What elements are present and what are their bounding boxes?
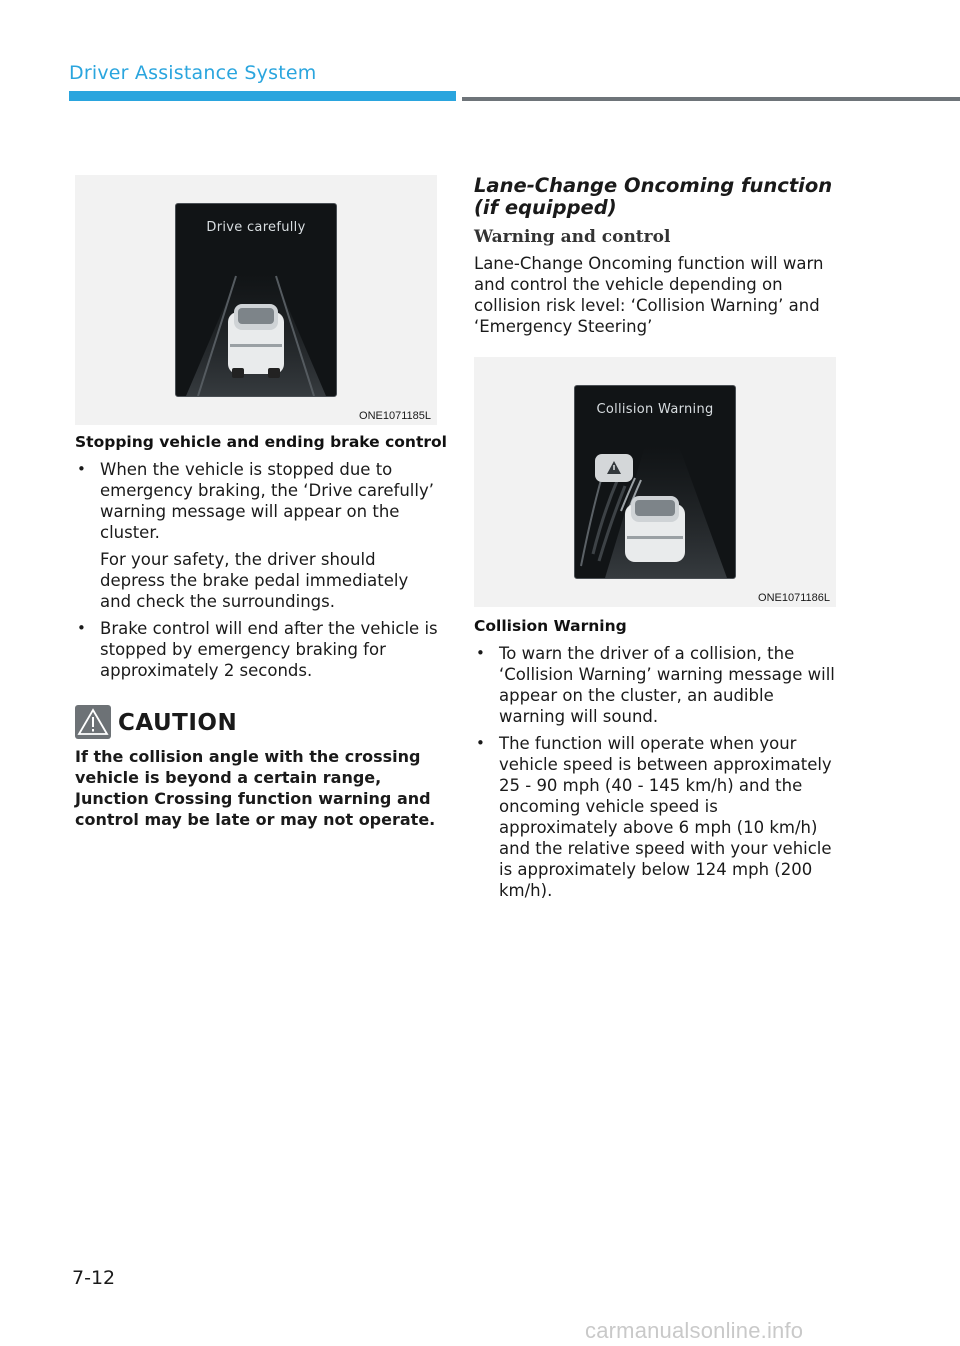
section-title: Lane-Change Oncoming function (if equipped)	[474, 174, 833, 219]
figure-code: ONE1071185L	[359, 410, 431, 422]
cluster-screen	[175, 203, 337, 397]
caution-icon	[75, 705, 111, 739]
list-item: • To warn the driver of a collision, the ‘Collision Warning’ warning message will appear on the cluster, an audible warning will sound.	[474, 643, 836, 727]
subhead-collision-warning: Collision Warning	[474, 617, 627, 635]
cluster-screen	[574, 385, 736, 579]
car-rear-icon	[575, 386, 735, 578]
list-item-continuation: For your safety, the driver should depress the brake pedal immediately and check the surroundings.	[100, 550, 409, 611]
caution-text: If the collision angle with the crossing vehicle is beyond a certain range, Junction Crossing function warning and control may be late or may not operate.	[75, 747, 436, 829]
section-subtitle: Warning and control	[474, 227, 671, 247]
list-item: • When the vehicle is stopped due to emergency braking, the ‘Drive carefully’ warning message will appear on the cluster. For your safety, the driver should depress the brake pedal immediately and check the surroundings.	[75, 459, 443, 612]
header-accent-bar	[69, 91, 456, 101]
watermark: carmanualsonline.info	[585, 1318, 804, 1343]
page-number: 7-12	[72, 1267, 116, 1289]
bullet-list-right	[474, 643, 836, 907]
intro-paragraph: Lane-Change Oncoming function will warn and control the vehicle depending on collision risk level: ‘Collision Warning’ and ‘Emergency Steering’	[474, 254, 824, 336]
list-item: • Brake control will end after the vehicle is stopped by emergency braking for approximately 2 seconds.	[75, 618, 443, 681]
header-rule	[462, 97, 960, 101]
figure-collision-warning	[474, 357, 836, 607]
cluster-message: Collision Warning	[596, 402, 714, 417]
running-header: Driver Assistance System	[69, 62, 317, 84]
subhead-stopping: Stopping vehicle and ending brake control	[75, 433, 447, 451]
caution-title: CAUTION	[118, 710, 238, 736]
list-item: • The function will operate when your vehicle speed is between approximately 25 - 90 mph (40 - 145 km/h) and the oncoming vehicle speed is approximately above 6 mph (10 km/h) and the relative speed with your vehicle is approximately below 124 mph (200 km/h).	[474, 733, 836, 901]
figure-drive-carefully	[75, 175, 437, 425]
bullet-list-left	[75, 459, 443, 687]
cluster-message: Drive carefully	[206, 220, 306, 235]
figure-code: ONE1071186L	[758, 592, 830, 604]
car-rear-icon	[176, 204, 336, 396]
